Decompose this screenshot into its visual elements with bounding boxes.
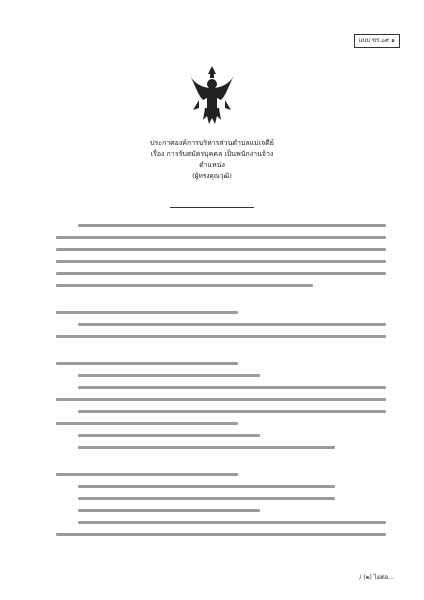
- body-line: [56, 284, 313, 287]
- body-line: [78, 446, 335, 449]
- body-line: [78, 374, 260, 377]
- body-line: [56, 362, 238, 365]
- body-line: [78, 509, 260, 512]
- form-code-box: แบบ ขร.๐๙ ๑: [354, 34, 400, 48]
- announcement-body: [56, 215, 386, 545]
- body-line: [78, 410, 386, 413]
- body-line: [56, 398, 386, 401]
- body-line: [56, 311, 238, 314]
- body-line: [56, 236, 386, 239]
- body-line: [78, 497, 335, 500]
- garuda-emblem-icon: [187, 64, 237, 130]
- body-line: [78, 224, 386, 227]
- announcement-subject: เรื่อง การรับสมัครบุคคล เป็นพนักงานจ้าง: [150, 150, 274, 158]
- body-line: [78, 434, 260, 437]
- body-line: [56, 473, 238, 476]
- body-line: [56, 533, 386, 536]
- body-line: [78, 323, 386, 326]
- body-line: [78, 485, 335, 488]
- body-line: [56, 260, 386, 263]
- announcement-position: ตำแหน่ง: [199, 161, 225, 169]
- body-line: [78, 386, 386, 389]
- header-divider: [170, 207, 254, 208]
- body-line: [56, 422, 238, 425]
- body-line: [56, 248, 386, 251]
- body-line: [56, 335, 386, 338]
- announcement-header: [40, 138, 384, 182]
- body-line: [78, 521, 386, 524]
- announcement-title: ประกาศองค์การบริหารส่วนตำบลแม่เจดีย์: [150, 139, 274, 147]
- announcement-note: (ผู้ทรงคุณวุฒิ): [192, 172, 232, 180]
- body-line: [56, 272, 386, 275]
- page-continuation: / (๒) ไม่ต่อ...: [359, 574, 394, 581]
